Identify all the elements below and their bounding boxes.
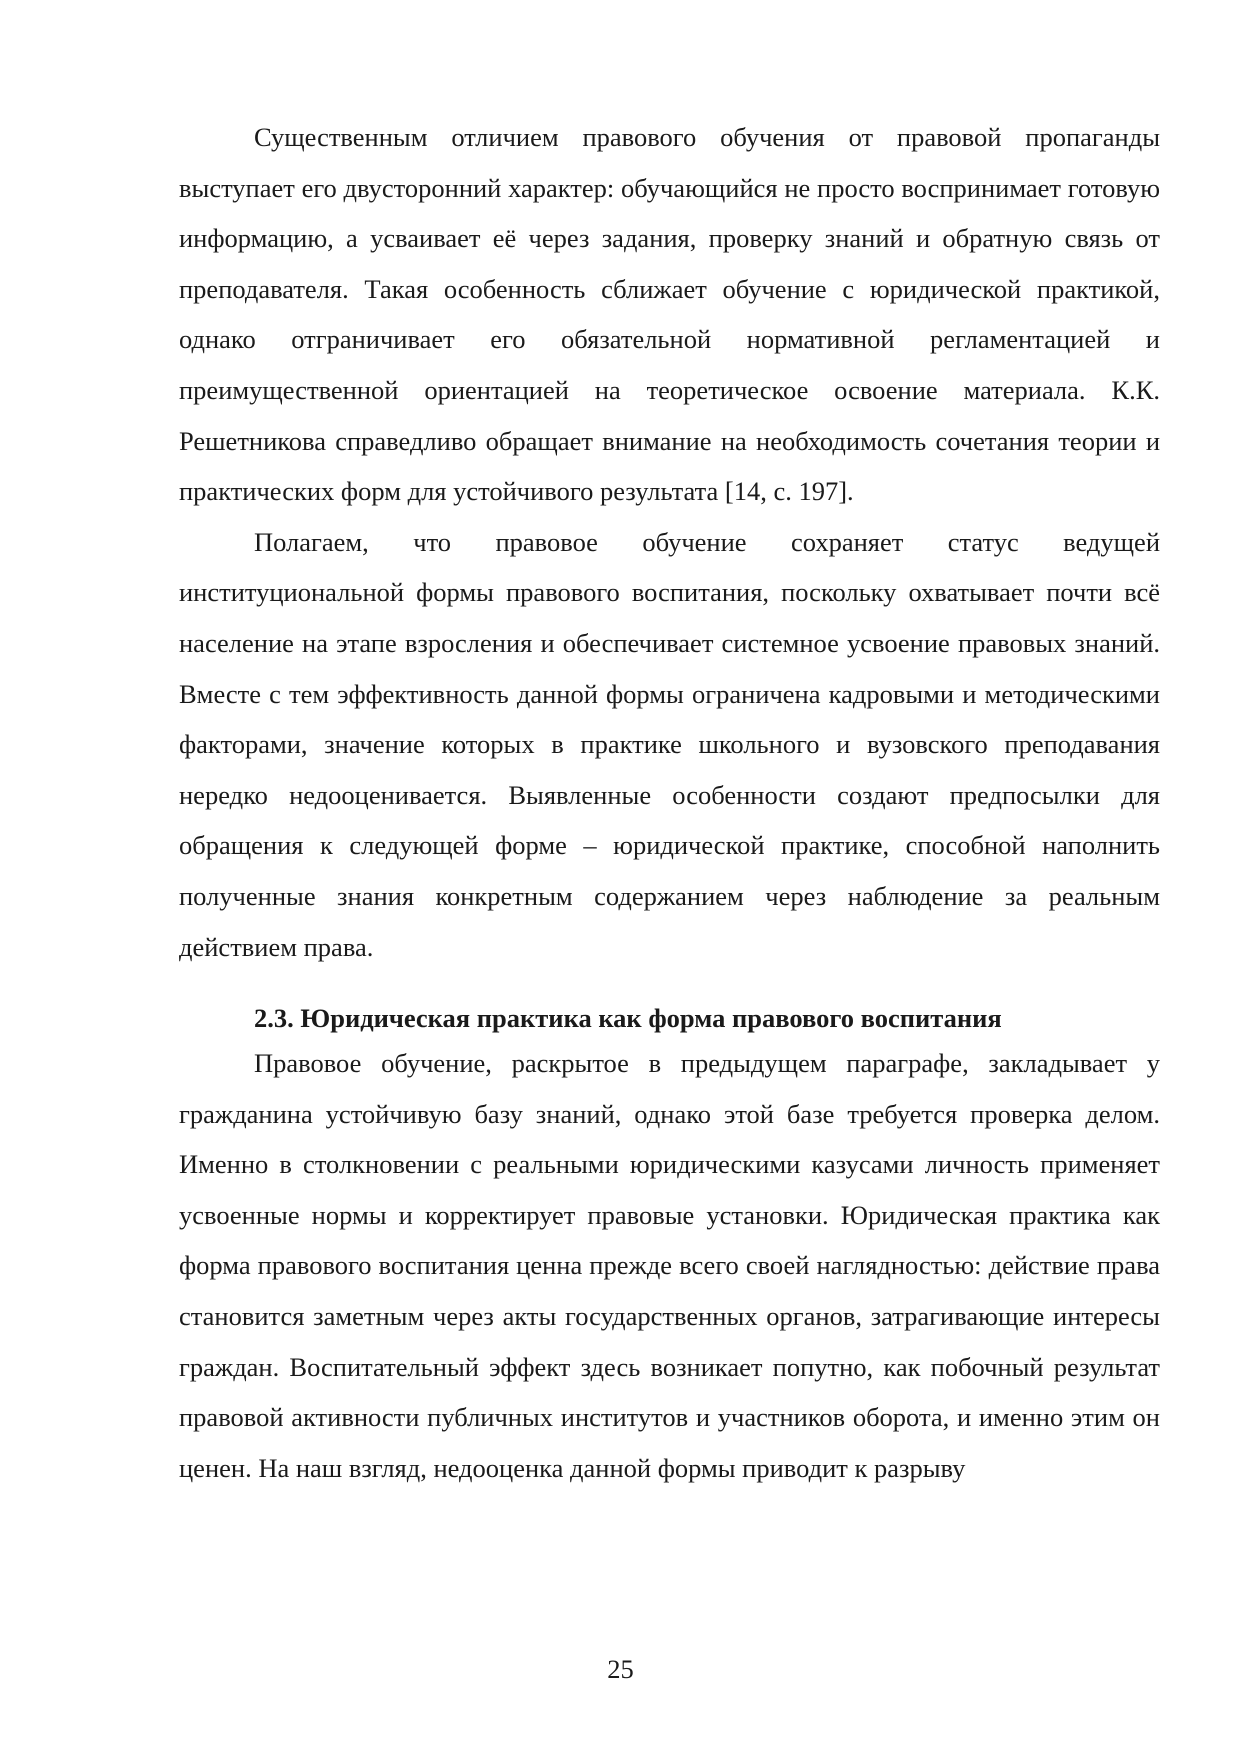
paragraph-legal-education-status: Полагаем, что правовое обучение сохраняет статус ведущей институциональной формы правового воспитания, поскольку охватывает почти всё население на этапе взросления и обеспечивает системное усвоение правовых знаний. Вместе с тем эффективность данной формы ограничена кадровыми и методическими факторами, значение которых в практике школьного и вузовского преподавания нередко недооценивается. Выявленные особенности создают предпосылки для обращения к следующей форме – юридической практике, способной наполнить полученные знания конкретным содержанием через наблюдение за реальным действием права. bbox=[179, 526, 1160, 962]
paragraph-legal-practice: Правовое обучение, раскрытое в предыдущем параграфе, закладывает у гражданина устойчивую базу знаний, однако этой базе требуется проверка делом. Именно в столкновении с реальными юридическими казусами личность применяет усвоенные нормы и корректирует правовые установки. Юридическая практика как форма правового воспитания ценна прежде всего своей наглядностью: действие права становится заметным через акты государственных органов, затрагивающие интересы граждан. Воспитательный эффект здесь возникает попутно, как побочный результат правовой активности публичных институтов и участников оборота, и именно этим он ценен. На наш взгляд, недооценка данной формы приводит к разрыву bbox=[179, 1048, 1160, 1483]
paragraph-learning-vs-propaganda: Существенным отличием правового обучения от правовой пропаганды выступает его двусторонний характер: обучающийся не просто воспринимает готовую информацию, а усваивает её через задания, проверку знаний и обратную связь от преподавателя. Такая особенность сближает обучение с юридической практикой, однако отграничивает его обязательной нормативной регламентацией и преимущественной ориентацией на теоретическое освоение материала. К.К. Решетникова справедливо обращает внимание на необходимость сочетания теории и практических форм для устойчивого результата [14, с. 197]. bbox=[179, 122, 1160, 507]
document-body bbox=[179, 112, 1160, 1493]
page-number: 25 bbox=[607, 1654, 634, 1684]
section-heading: 2.3. Юридическая практика как форма правового воспитания bbox=[254, 1003, 1002, 1034]
